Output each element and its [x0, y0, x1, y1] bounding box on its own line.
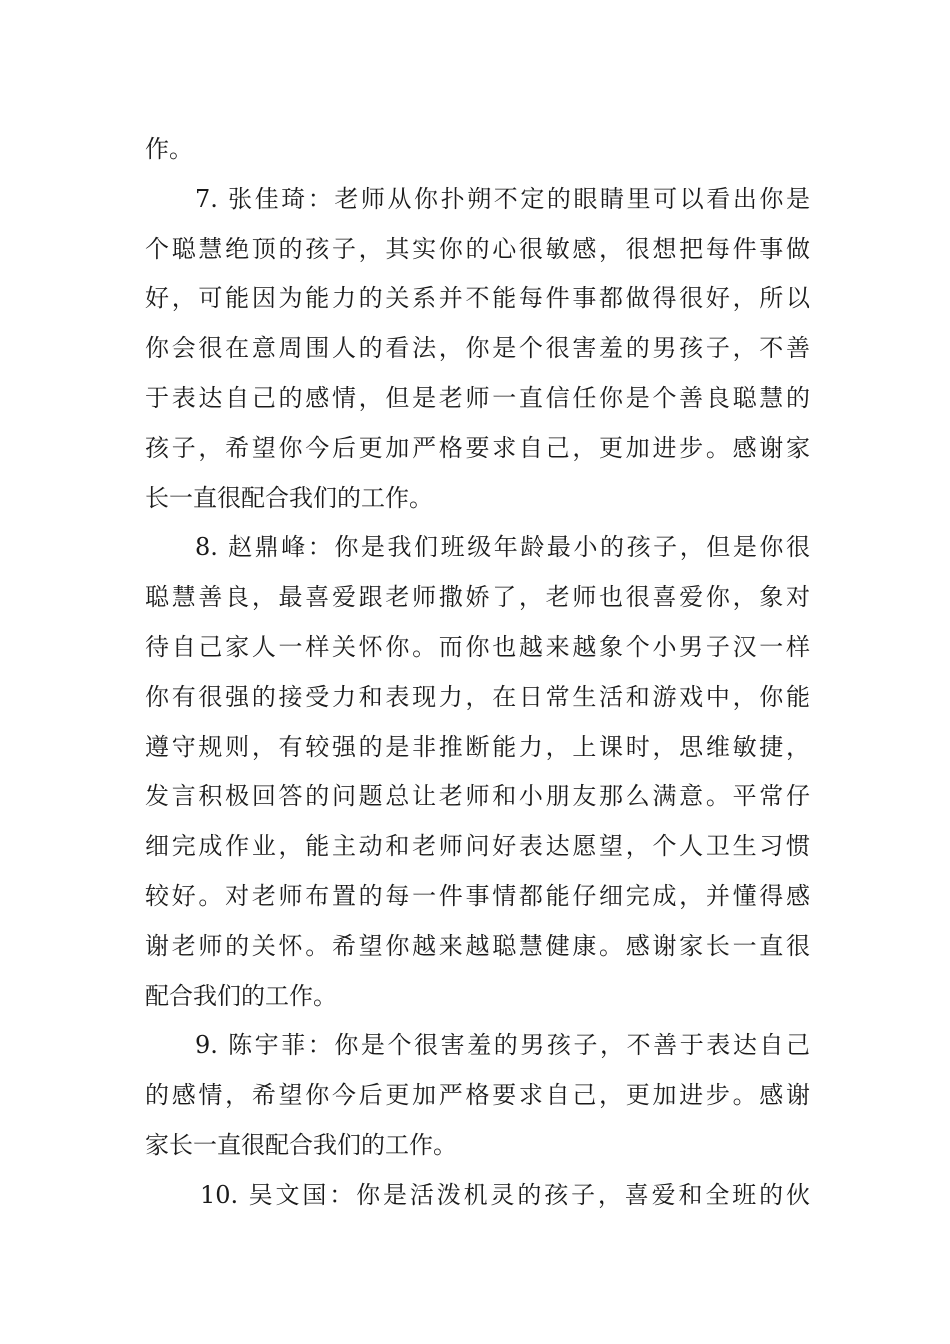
text-line: 待自己家人一样关怀你。而你也越来越象个小男子汉一样: [145, 633, 810, 661]
text-line: 于表达自己的感情，但是老师一直信任你是个善良聪慧的: [145, 384, 810, 412]
text-line: 家长一直很配合我们的工作。: [145, 1131, 457, 1159]
text-line: 孩子，希望你今后更加严格要求自己，更加进步。感谢家: [145, 433, 810, 462]
text-line: 个聪慧绝顶的孩子，其实你的心很敏感，很想把每件事做: [145, 234, 810, 263]
text-line: 的感情，希望你今后更加严格要求自己，更加进步。感谢: [145, 1081, 810, 1110]
text-line: 长一直很配合我们的工作。: [145, 483, 433, 512]
text-line: 遵守规则，有较强的是非推断能力，上课时，思维敏捷，: [145, 732, 810, 761]
text-line: 9. 陈宇菲：你是个很害羞的男孩子，不善于表达自己: [195, 1031, 810, 1060]
text-line: 好，可能因为能力的关系并不能每件事都做得很好，所以: [145, 284, 810, 313]
text-line: 谢老师的关怀。希望你越来越聪慧健康。感谢家长一直很: [145, 931, 810, 960]
text-line: 你有很强的接受力和表现力，在日常生活和游戏中，你能: [145, 682, 810, 711]
text-line: 你会很在意周围人的看法，你是个很害羞的男孩子，不善: [145, 334, 810, 363]
text-line: 7. 张佳琦：老师从你扑朔不定的眼睛里可以看出你是: [195, 184, 810, 213]
text-line: 细完成作业，能主动和老师问好表达愿望，个人卫生习惯: [145, 832, 810, 861]
text-line: 作。: [145, 135, 193, 163]
text-line: 发言积极回答的问题总让老师和小朋友那么满意。平常仔: [145, 782, 810, 811]
text-line: 较好。对老师布置的每一件事情都能仔细完成，并懂得感: [145, 882, 810, 910]
text-line: 配合我们的工作。: [145, 981, 337, 1010]
text-line: 10. 吴文国：你是活泼机灵的孩子，喜爱和全班的伙: [200, 1180, 810, 1209]
text-line: 聪慧善良，最喜爱跟老师撒娇了，老师也很喜爱你，象对: [145, 583, 810, 612]
text-line: 8. 赵鼎峰：你是我们班级年龄最小的孩子，但是你很: [195, 533, 810, 562]
